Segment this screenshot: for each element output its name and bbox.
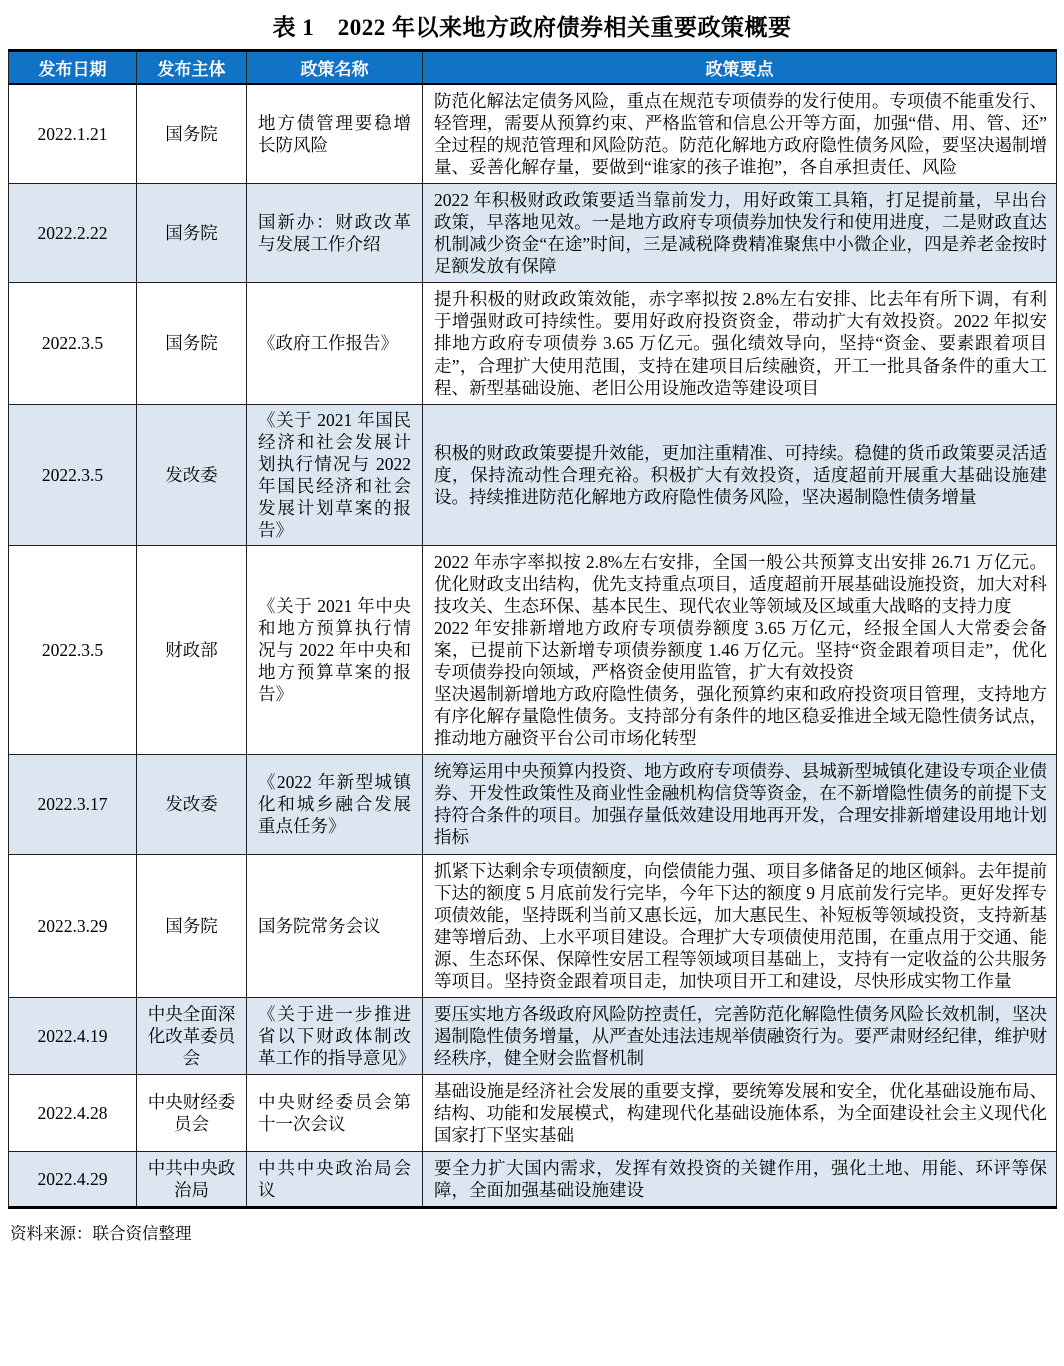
header-row [9, 51, 1057, 85]
cell-release-date: 2022.3.29 [9, 854, 137, 997]
cell-policy-name: 《关于进一步推进省以下财政体制改革工作的指导意见》 [247, 997, 423, 1074]
cell-issuer: 中央全面深化改革委员会 [137, 997, 247, 1074]
cell-issuer: 国务院 [137, 283, 247, 404]
cell-policy-points [423, 545, 1057, 754]
cell-issuer: 财政部 [137, 545, 247, 754]
column-header-policy-points: 政策要点 [423, 51, 1057, 85]
cell-policy-points [423, 184, 1057, 283]
cell-policy-points [423, 1152, 1057, 1208]
table-row [9, 404, 1057, 545]
cell-policy-name: 国新办：财政改革与发展工作介绍 [247, 184, 423, 283]
cell-policy-points [423, 84, 1057, 184]
cell-policy-points [423, 755, 1057, 854]
policy-point-paragraph: 2022 年赤字率拟按 2.8%左右安排，全国一般公共预算支出安排 26.71 万亿元。优化财政支出结构，优先支持重点项目，适度超前开展基础设施投资，加大对科技攻关、生态环保、基本民生、现代农业等领域及区域重大战略的支持力度 [434, 551, 1047, 616]
table-row [9, 755, 1057, 854]
cell-issuer: 国务院 [137, 184, 247, 283]
cell-release-date: 2022.3.5 [9, 545, 137, 754]
cell-policy-name: 中央财经委员会第十一次会议 [247, 1074, 423, 1151]
cell-policy-name: 中共中央政治局会议 [247, 1152, 423, 1208]
cell-release-date: 2022.2.22 [9, 184, 137, 283]
cell-policy-name: 《关于 2021 年中央和地方预算执行情况与 2022 年中央和地方预算草案的报告》 [247, 545, 423, 754]
cell-policy-name: 《2022 年新型城镇化和城乡融合发展重点任务》 [247, 755, 423, 854]
cell-policy-points [423, 1074, 1057, 1151]
policy-table-body [9, 84, 1057, 1208]
cell-issuer: 中共中央政治局 [137, 1152, 247, 1208]
column-header-policy-name: 政策名称 [247, 51, 423, 85]
policy-point-paragraph: 2022 年积极财政政策要适当靠前发力，用好政策工具箱，打足提前量，早出台政策，早落地见效。一是地方政府专项债券加快发行和使用进度，二是财政直达机制减少资金“在途”时间，三是减税降费精准聚焦中小微企业，四是养老金按时足额发放有保障 [434, 190, 1047, 277]
cell-policy-points [423, 404, 1057, 545]
policy-point-paragraph: 2022 年安排新增地方政府专项债券额度 3.65 万亿元，经报全国人大常委会备案，已提前下达新增专项债券额度 1.46 万亿元。坚持“资金跟着项目走”，优化专项债券投向领域，严格资金使用监管，扩大有效投资 [434, 618, 1047, 683]
policy-point-paragraph: 防范化解法定债务风险，重点在规范专项债券的发行使用。专项债不能重发行、轻管理，需要从预算约束、严格监管和信息公开等方面，加强“借、用、管、还”全过程的规范管理和风险防范。防范化解地方政府隐性债务风险，要坚决遏制增量、妥善化解存量，要做到“谁家的孩子谁抱”，各自承担责任、风险 [434, 91, 1047, 178]
table-row [9, 1152, 1057, 1208]
cell-issuer: 国务院 [137, 854, 247, 997]
cell-issuer: 发改委 [137, 404, 247, 545]
cell-release-date: 2022.3.5 [9, 404, 137, 545]
cell-policy-name: 《政府工作报告》 [247, 283, 423, 404]
cell-policy-name: 地方债管理要稳增长防风险 [247, 84, 423, 184]
policy-table [8, 49, 1057, 1209]
column-header-issuer: 发布主体 [137, 51, 247, 85]
cell-issuer: 中央财经委员会 [137, 1074, 247, 1151]
table-title: 表 1 2022 年以来地方政府债券相关重要政策概要 [272, 15, 792, 40]
policy-point-paragraph: 抓紧下达剩余专项债额度，向偿债能力强、项目多储备足的地区倾斜。去年提前下达的额度 5 月底前发行完毕，今年下达的额度 9 月底前发行完毕。更好发挥专项债效能，坚持既利当前又惠长远，加大惠民生、补短板等领域投资，支持新基建等增后劲、上水平项目建设。合理扩大专项债使用范围，在重点用于交通、能源、生态环保、保障性安居工程等领域项目基础上，支持有一定收益的公共服务等项目。坚持资金跟着项目走，加快项目开工和建设，尽快形成实物工作量 [434, 860, 1047, 991]
table-header [9, 51, 1057, 85]
table-row [9, 1074, 1057, 1151]
cell-policy-points [423, 997, 1057, 1074]
cell-release-date: 2022.3.17 [9, 755, 137, 854]
policy-point-paragraph: 坚决遏制新增地方政府隐性债务，强化预算约束和政府投资项目管理，支持地方有序化解存量隐性债务。支持部分有条件的地区稳妥推进全域无隐性债务试点，推动地方融资平台公司市场化转型 [434, 684, 1047, 749]
policy-point-paragraph: 要压实地方各级政府风险防控责任，完善防范化解隐性债务风险长效机制，坚决遏制隐性债务增量，从严查处违法违规举债融资行为。要严肃财经纪律，维护财经秩序，健全财会监督机制 [434, 1003, 1047, 1068]
cell-policy-points [423, 283, 1057, 404]
cell-release-date: 2022.4.29 [9, 1152, 137, 1208]
table-row [9, 545, 1057, 754]
cell-policy-name: 《关于 2021 年国民经济和社会发展计划执行情况与 2022 年国民经济和社会发展计划草案的报告》 [247, 404, 423, 545]
cell-release-date: 2022.4.19 [9, 997, 137, 1074]
table-row [9, 184, 1057, 283]
cell-issuer: 发改委 [137, 755, 247, 854]
source-note: 资料来源：联合资信整理 [10, 1224, 192, 1244]
cell-policy-points [423, 854, 1057, 997]
policy-point-paragraph: 要全力扩大国内需求，发挥有效投资的关键作用，强化土地、用能、环评等保障，全面加强基础设施建设 [434, 1158, 1047, 1201]
table-row [9, 997, 1057, 1074]
policy-point-paragraph: 基础设施是经济社会发展的重要支撑，要统筹发展和安全，优化基础设施布局、结构、功能和发展模式，构建现代化基础设施体系，为全面建设社会主义现代化国家打下坚实基础 [434, 1080, 1047, 1146]
table-row [9, 283, 1057, 404]
cell-issuer: 国务院 [137, 84, 247, 184]
policy-point-paragraph: 提升积极的财政政策效能，赤字率拟按 2.8%左右安排、比去年有所下调，有利于增强财政可持续性。要用好政府投资资金，带动扩大有效投资。2022 年拟安排地方政府专项债券 3.65 万亿元。强化绩效导向，坚持“资金、要素跟着项目走”，合理扩大使用范围，支持在建项目后续融资，开工一批具备条件的重大工程、新型基础设施、老旧公用设施改造等建设项目 [434, 289, 1047, 398]
policy-point-paragraph: 统筹运用中央预算内投资、地方政府专项债券、县城新型城镇化建设专项企业债券、开发性政策性及商业性金融机构信贷等资金，在不新增隐性债务的前提下支持符合条件的项目。加强存量低效建设用地再开发，合理安排新增建设用地计划指标 [434, 761, 1047, 848]
cell-release-date: 2022.1.21 [9, 84, 137, 184]
column-header-date: 发布日期 [9, 51, 137, 85]
cell-release-date: 2022.3.5 [9, 283, 137, 404]
policy-point-paragraph: 积极的财政政策要提升效能，更加注重精准、可持续。稳健的货币政策要灵活适度，保持流动性合理充裕。积极扩大有效投资，适度超前开展重大基础设施建设。持续推进防范化解地方政府隐性债务风险，坚决遏制隐性债务增量 [434, 442, 1047, 507]
table-row [9, 84, 1057, 184]
cell-policy-name: 国务院常务会议 [247, 854, 423, 997]
cell-release-date: 2022.4.28 [9, 1074, 137, 1151]
table-row [9, 854, 1057, 997]
